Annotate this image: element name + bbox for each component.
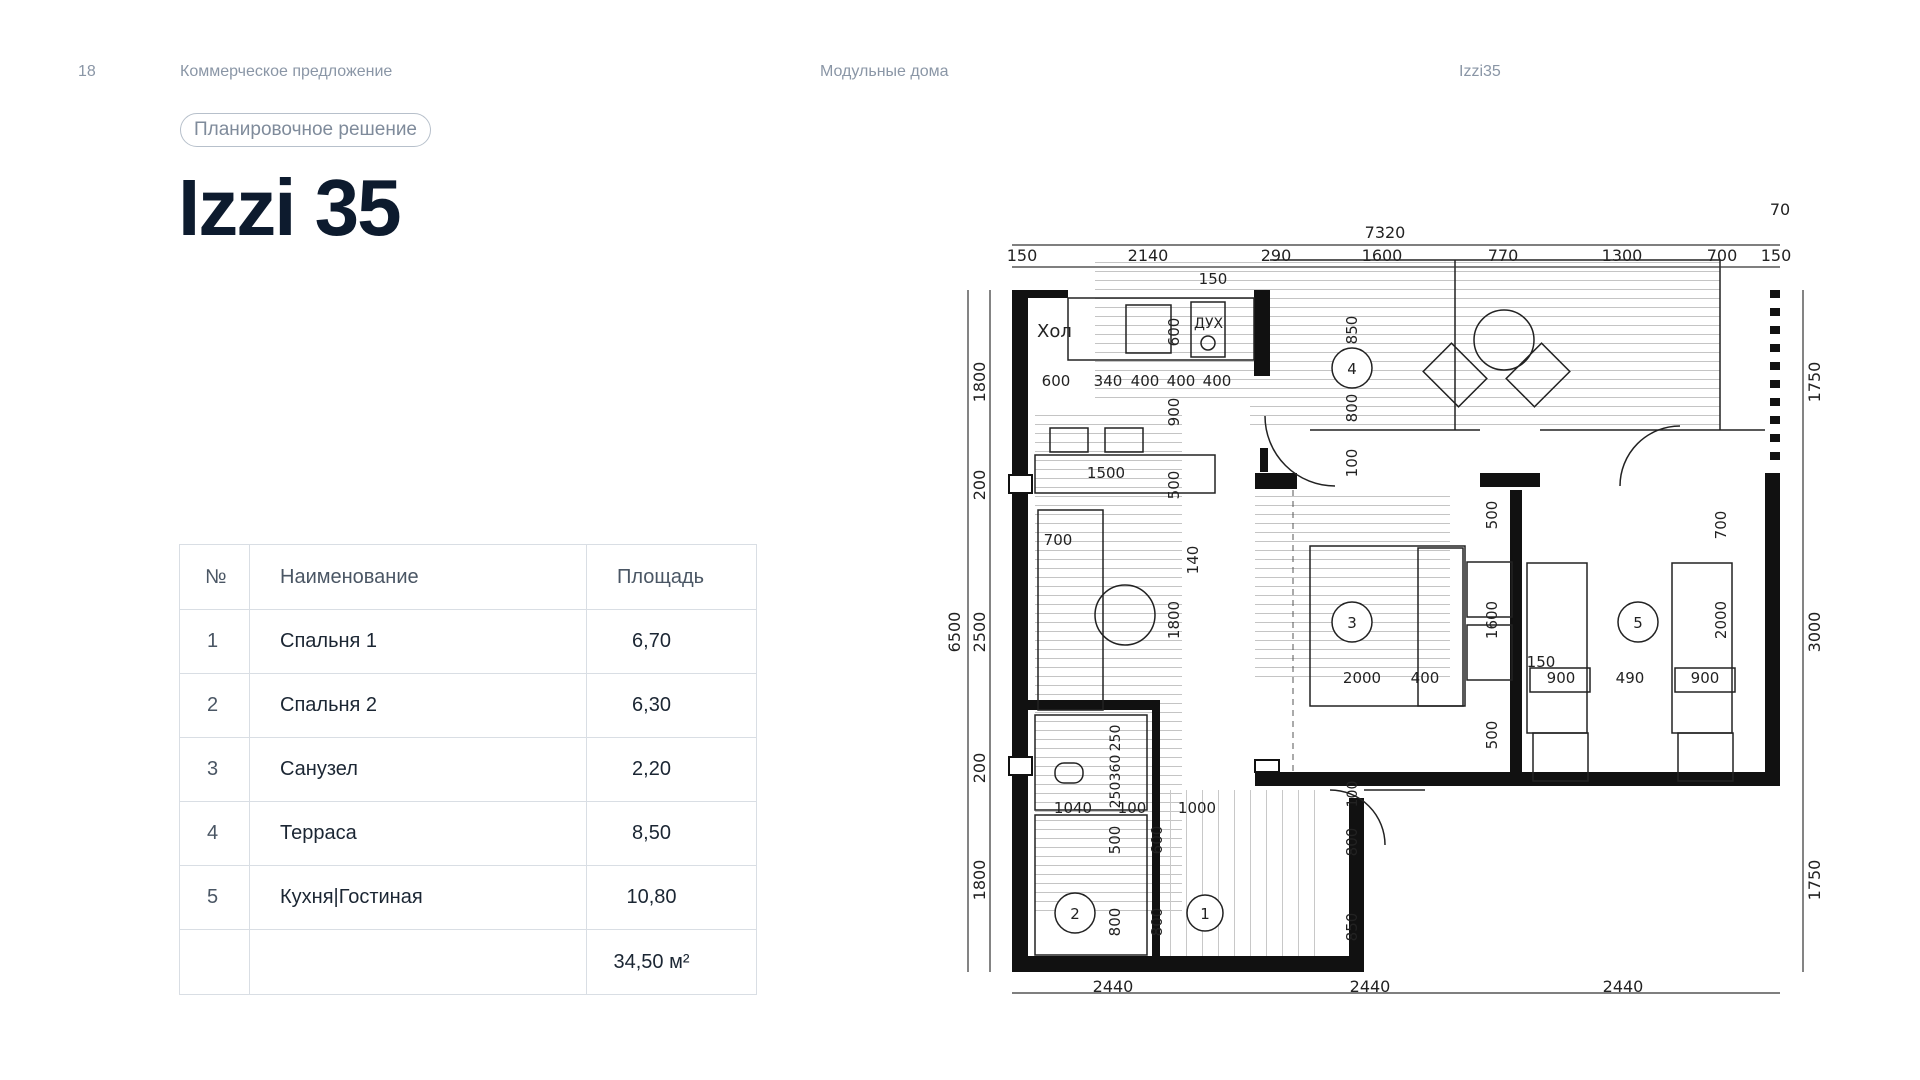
bottom-dim: 2440 — [1092, 977, 1134, 996]
inner-dim: 800 — [1106, 907, 1124, 937]
inner-dim: 400 — [1166, 372, 1196, 390]
overall-height-dim: 6500 — [945, 611, 964, 653]
section-badge: Планировочное решение — [180, 113, 431, 147]
top-dim: 290 — [1260, 246, 1292, 265]
floor-plan — [930, 190, 1850, 1020]
inner-dim: 1000 — [1177, 799, 1217, 817]
inner-dim: 900 — [1546, 669, 1576, 687]
room-marker: 2 — [1070, 905, 1080, 923]
room-marker: 5 — [1633, 614, 1643, 632]
row-area: 8,50 — [587, 802, 757, 866]
left-dim: 2500 — [970, 611, 989, 653]
model-name: Izzi35 — [1459, 63, 1501, 80]
inner-dim: 150 — [1198, 270, 1228, 288]
room-marker: 3 — [1347, 614, 1357, 632]
top-dim: 150 — [1006, 246, 1038, 265]
table-total-row — [180, 930, 757, 995]
total-area: 34,50 м² — [587, 930, 757, 995]
row-area: 6,30 — [587, 674, 757, 738]
right-top-dim: 70 — [1769, 200, 1791, 219]
page-title: Izzi 35 — [178, 163, 400, 252]
column-header-number: № — [180, 545, 250, 610]
fridge-label: Хол — [1037, 321, 1072, 342]
inner-dim: 900 — [1165, 397, 1183, 427]
row-name: Кухня|Гостиная — [250, 866, 587, 930]
inner-dim: 1500 — [1086, 464, 1126, 482]
inner-dim: 150 — [1526, 653, 1556, 671]
top-dim: 1300 — [1601, 246, 1643, 265]
table-row — [180, 738, 757, 802]
inner-dim: 490 — [1615, 669, 1645, 687]
column-header-area: Площадь — [587, 545, 757, 610]
inner-dim: 400 — [1410, 669, 1440, 687]
inner-dim: 500 — [1165, 470, 1183, 500]
inner-dim: 850 — [1343, 912, 1361, 942]
inner-dim: 1040 — [1053, 799, 1093, 817]
inner-dim: 600 — [1165, 317, 1183, 347]
inner-dim: 400 — [1130, 372, 1160, 390]
column-header-name: Наименование — [250, 545, 587, 610]
inner-dim: 360 — [1108, 754, 1124, 782]
row-area: 10,80 — [587, 866, 757, 930]
top-dim: 1600 — [1361, 246, 1403, 265]
top-dim: 700 — [1706, 246, 1738, 265]
table-header-row — [180, 545, 757, 610]
inner-dim: 500 — [1483, 720, 1501, 750]
inner-dim: 600 — [1148, 825, 1166, 855]
inner-dim: 700 — [1712, 510, 1730, 540]
inner-dim: 800 — [1148, 907, 1166, 937]
inner-dim: 400 — [1202, 372, 1232, 390]
right-dim: 3000 — [1805, 611, 1824, 653]
row-name: Терраса — [250, 802, 587, 866]
inner-dim: 250 — [1108, 781, 1124, 809]
inner-dim: 250 — [1108, 724, 1124, 752]
page-number: 18 — [78, 63, 96, 80]
section-title: Модульные дома — [820, 63, 949, 80]
row-number: 1 — [180, 610, 250, 674]
rooms-table — [179, 544, 757, 995]
inner-dim: 700 — [1043, 531, 1073, 549]
table-row — [180, 866, 757, 930]
left-dim: 200 — [970, 469, 989, 501]
bottom-dim: 2440 — [1349, 977, 1391, 996]
inner-dim: 800 — [1343, 827, 1361, 857]
table-row — [180, 610, 757, 674]
table-row — [180, 802, 757, 866]
row-number: 4 — [180, 802, 250, 866]
inner-dim: 100 — [1343, 448, 1361, 478]
row-name: Санузел — [250, 738, 587, 802]
document-title: Коммерческое предложение — [180, 63, 393, 80]
inner-dim: 500 — [1106, 825, 1124, 855]
row-number: 2 — [180, 674, 250, 738]
inner-dim: 2000 — [1712, 600, 1730, 640]
row-area: 2,20 — [587, 738, 757, 802]
inner-dim: 100 — [1117, 799, 1147, 817]
top-dim: 150 — [1760, 246, 1792, 265]
top-dim: 770 — [1487, 246, 1519, 265]
overall-width-dim: 7320 — [1364, 223, 1406, 242]
right-dim: 1750 — [1805, 859, 1824, 901]
inner-dim: 1600 — [1483, 600, 1501, 640]
top-dim: 2140 — [1127, 246, 1169, 265]
row-number: 3 — [180, 738, 250, 802]
inner-dim: 900 — [1690, 669, 1720, 687]
inner-dim: 800 — [1343, 393, 1361, 423]
left-dim: 1800 — [970, 361, 989, 403]
inner-dim: 1800 — [1165, 600, 1183, 640]
left-dim: 200 — [970, 752, 989, 784]
room-marker: 4 — [1347, 360, 1357, 378]
inner-dim: 100 — [1345, 780, 1361, 808]
inner-dim: 600 — [1041, 372, 1071, 390]
bottom-dim: 2440 — [1602, 977, 1644, 996]
inner-dim: 2000 — [1342, 669, 1382, 687]
oven-label: ДУХ — [1194, 316, 1224, 332]
left-dim: 1800 — [970, 859, 989, 901]
row-name: Спальня 1 — [250, 610, 587, 674]
row-name: Спальня 2 — [250, 674, 587, 738]
table-row — [180, 674, 757, 738]
inner-dim: 140 — [1184, 545, 1202, 575]
inner-dim: 340 — [1093, 372, 1123, 390]
row-number: 5 — [180, 866, 250, 930]
inner-dim: 500 — [1483, 500, 1501, 530]
right-dim: 1750 — [1805, 361, 1824, 403]
inner-dim: 850 — [1343, 315, 1361, 345]
row-area: 6,70 — [587, 610, 757, 674]
room-marker: 1 — [1200, 905, 1210, 923]
